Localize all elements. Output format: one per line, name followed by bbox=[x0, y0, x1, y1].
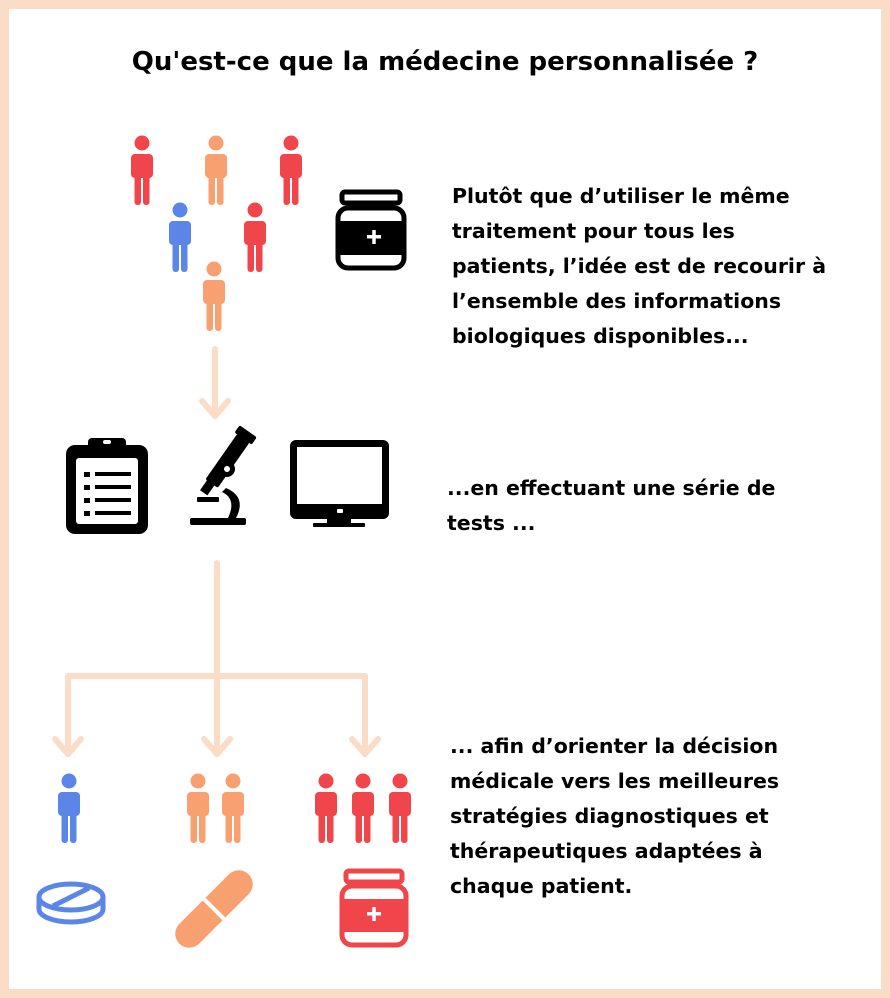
patients-crowd bbox=[131, 136, 302, 332]
person-icon bbox=[315, 774, 337, 844]
person-icon bbox=[244, 203, 266, 273]
person-icon bbox=[187, 774, 209, 844]
tablet-pill-icon bbox=[39, 884, 103, 922]
diagram-canvas bbox=[9, 9, 881, 989]
capsule-icon bbox=[169, 864, 258, 953]
person-icon bbox=[58, 774, 80, 844]
step-1-text: Plutôt que d’utiliser le même traitement pour tous les patients, l’idée est de recourir à l’ensemble des informations biologiques disponibles... bbox=[452, 184, 827, 348]
person-icon bbox=[203, 262, 225, 332]
step-2-text: ...en effectuant une série de tests ... bbox=[447, 476, 776, 535]
clipboard-icon bbox=[66, 438, 148, 534]
monitor-icon bbox=[290, 440, 389, 527]
person-icon bbox=[280, 136, 302, 206]
person-icon bbox=[389, 774, 411, 844]
patient-group-2 bbox=[187, 774, 244, 844]
person-icon bbox=[352, 774, 374, 844]
person-icon bbox=[169, 203, 191, 273]
patient-group-1 bbox=[58, 774, 80, 844]
person-icon bbox=[131, 136, 153, 206]
patient-group-3 bbox=[315, 774, 411, 844]
arrow-down bbox=[202, 349, 228, 416]
branch-arrows bbox=[55, 563, 378, 754]
person-icon bbox=[222, 774, 244, 844]
medicine-jar-icon bbox=[342, 871, 406, 945]
person-icon bbox=[205, 136, 227, 206]
medicine-jar-icon bbox=[338, 192, 404, 268]
page-title: Qu'est-ce que la médecine personnalisée ? bbox=[131, 47, 759, 77]
step-3-text: ... afin d’orienter la décision médicale vers les meilleures stratégies diagnostiques et thérapeutiques adaptées à chaque patient. bbox=[450, 734, 780, 898]
microscope-icon bbox=[190, 425, 257, 525]
